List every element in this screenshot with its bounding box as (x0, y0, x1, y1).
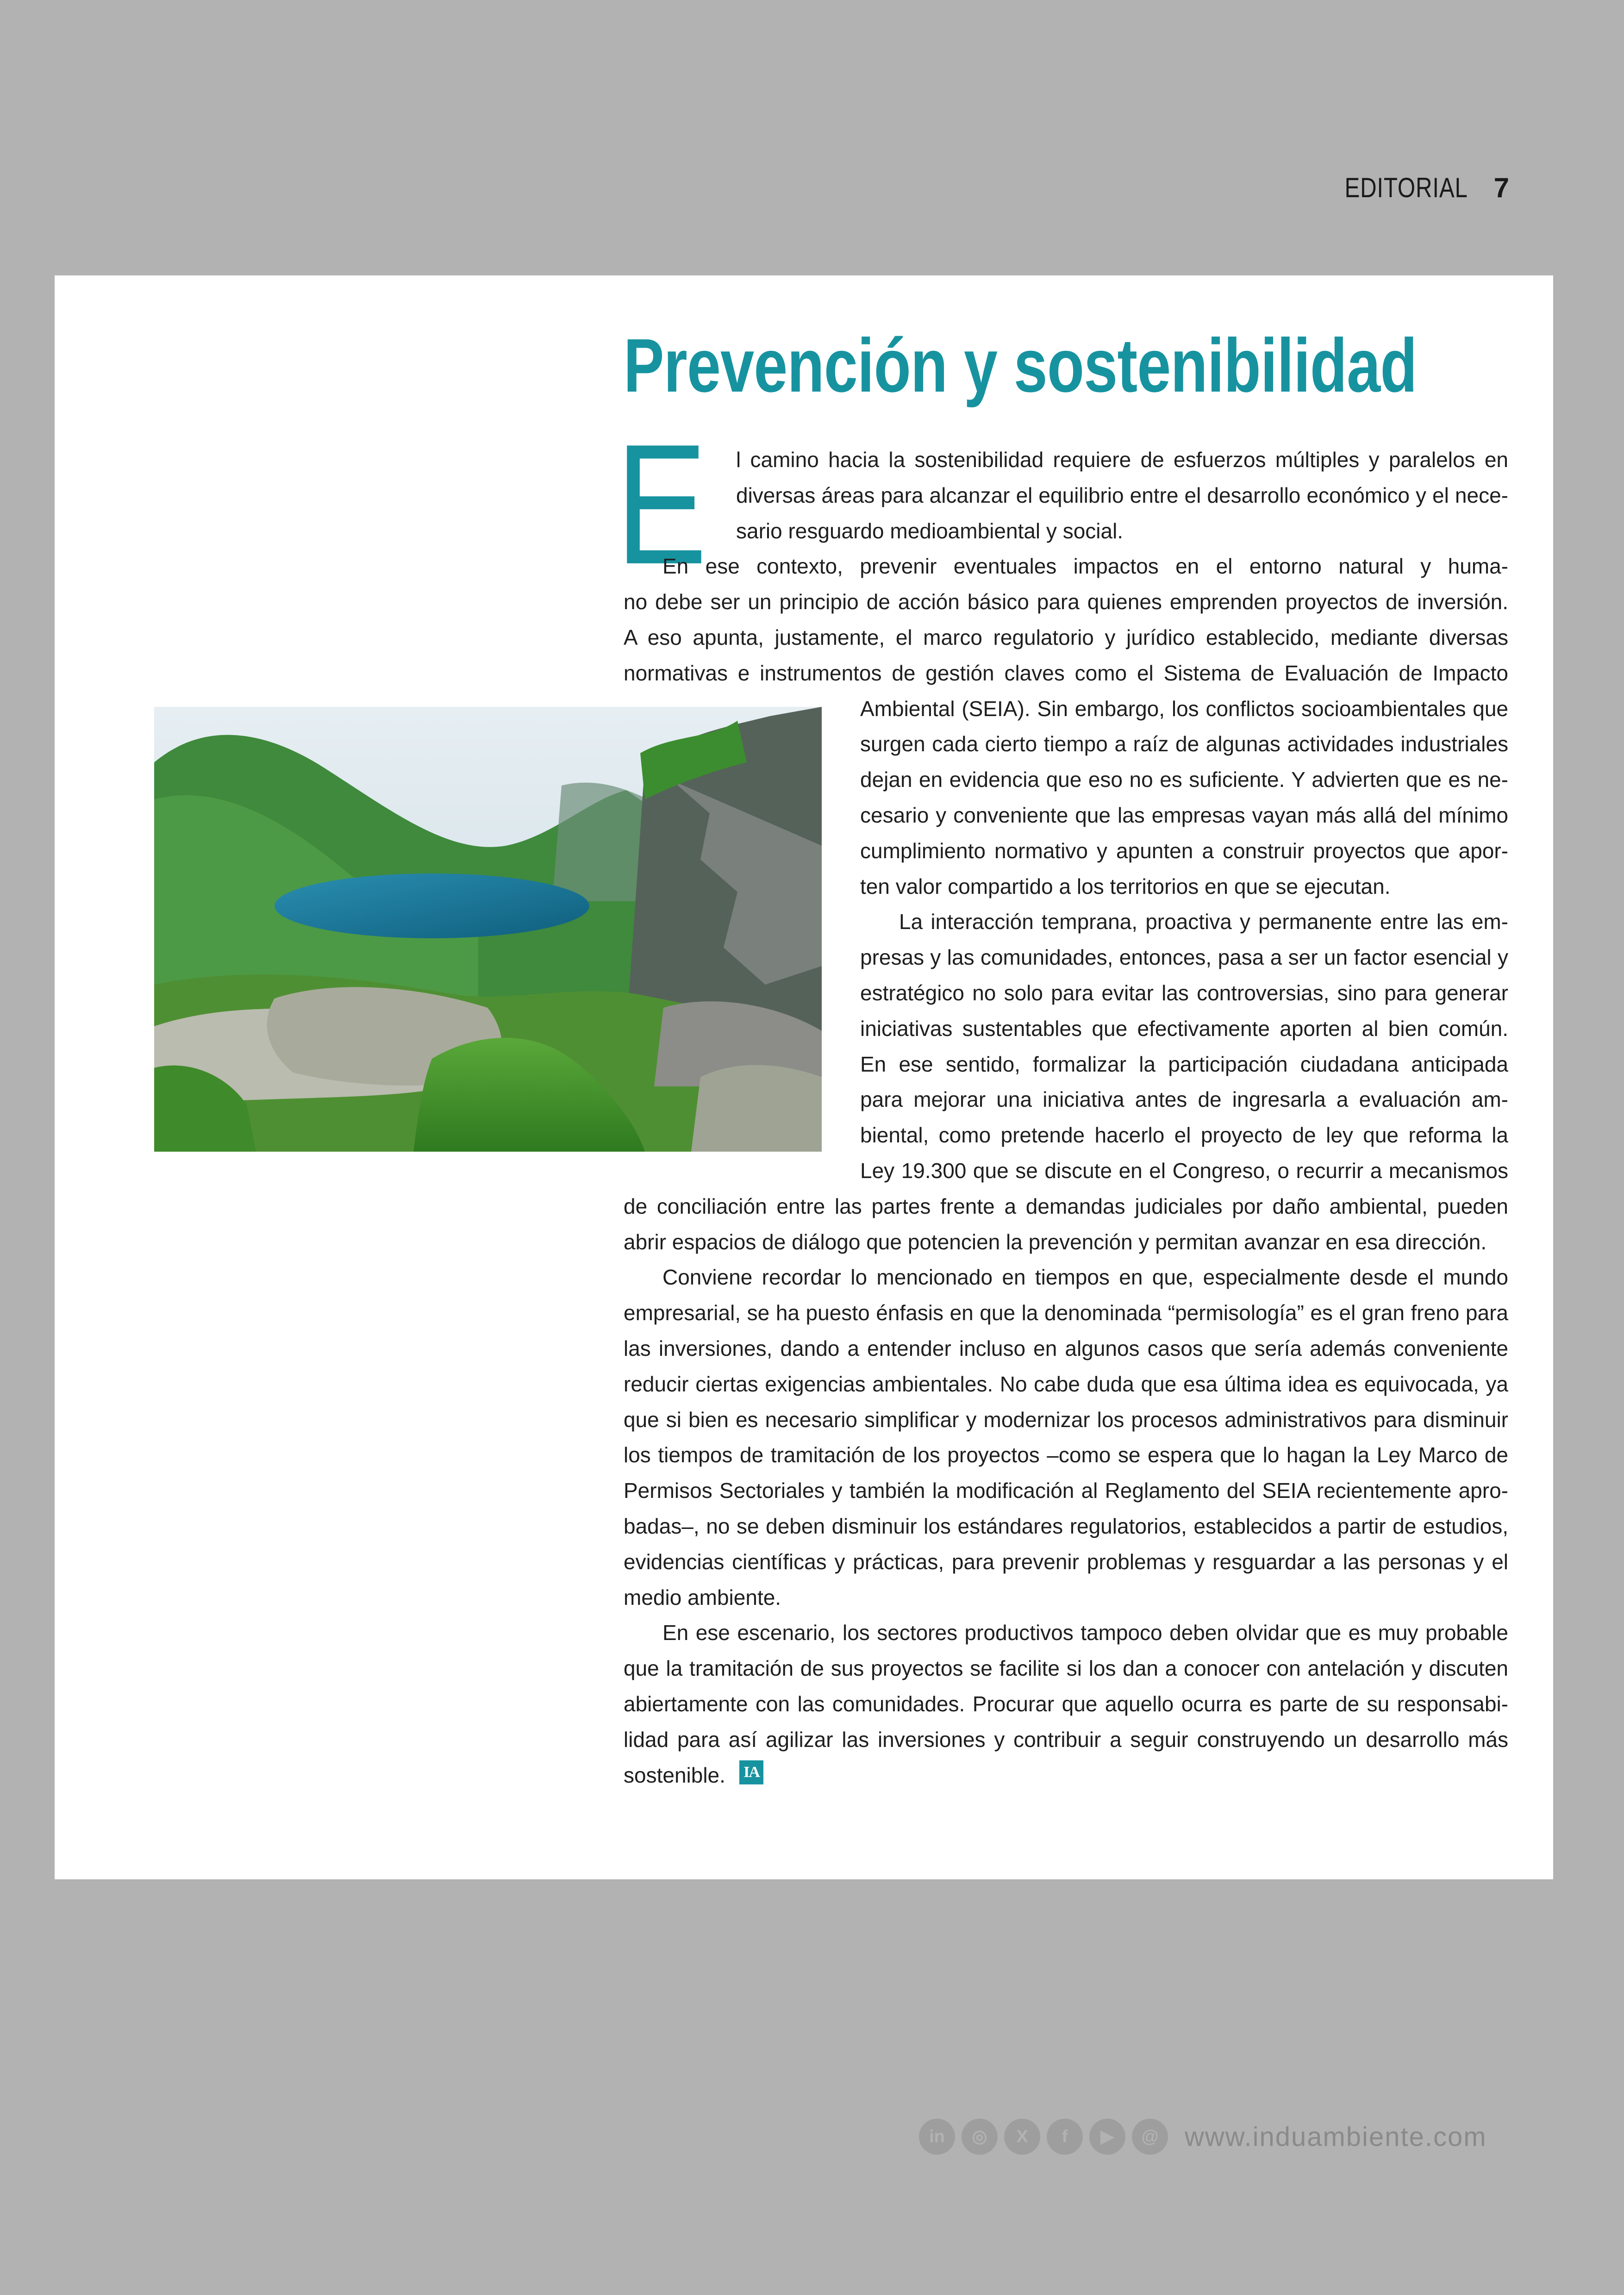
instagram-icon[interactable]: ◎ (962, 2119, 998, 2155)
body-line: para mejorar una iniciativa antes de ingresarla a evaluación am- (860, 1087, 1508, 1112)
body-line: cumplimiento normativo y apunten a construir proyectos que apor- (860, 838, 1508, 863)
body-line: cesario y conveniente que las empresas vayan más allá del mínimo (860, 803, 1508, 827)
body-line: que si bien es necesario simplificar y modernizar los procesos administrativos para disminuir (624, 1407, 1508, 1432)
x-icon[interactable]: X (1004, 2119, 1040, 2155)
body-line: sostenible. (624, 1763, 725, 1787)
facebook-icon[interactable]: f (1047, 2119, 1083, 2155)
body-line: l camino hacia la sostenibilidad requiere de esfuerzos múltiples y paralelos en (736, 448, 1508, 472)
body-line: presas y las comunidades, entonces, pasa a ser un factor esencial y (860, 945, 1508, 970)
body-line: Conviene recordar lo mencionado en tiempos en que, especialmente desde el mundo (662, 1265, 1508, 1290)
end-mark-logo: IA (739, 1760, 763, 1784)
threads-icon[interactable]: @ (1132, 2119, 1168, 2155)
page-header (1318, 171, 1509, 204)
body-line: En ese sentido, formalizar la participación ciudadana anticipada (860, 1052, 1508, 1076)
body-line: Ley 19.300 que se discute en el Congreso, o recurrir a mecanismos (860, 1159, 1508, 1183)
body-line: que la tramitación de sus proyectos se facilite si los dan a conocer con antelación y discuten (624, 1656, 1508, 1681)
body-line: de conciliación entre las partes frente a demandas judiciales por daño ambiental, pueden (624, 1194, 1508, 1218)
body-line: normativas e instrumentos de gestión claves como el Sistema de Evaluación de Impacto (624, 661, 1508, 685)
section-label: EDITORIAL (1344, 172, 1468, 203)
linkedin-icon[interactable]: in (919, 2119, 955, 2155)
page-number: 7 (1493, 172, 1509, 203)
page-footer (919, 2116, 1487, 2157)
body-line: reducir ciertas exigencias ambientales. No cabe duda que esa última idea es equivocada, ya (624, 1372, 1508, 1396)
body-line: biental, como pretende hacerlo el proyecto de ley que reforma la (860, 1123, 1508, 1148)
body-line: sario resguardo medioambiental y social. (736, 518, 1124, 543)
body-line: Ambiental (SEIA). Sin embargo, los conflictos socioambientales que (860, 696, 1508, 721)
body-line: iniciativas sustentables que efectivamente aporten al bien común. (860, 1016, 1508, 1041)
body-line: badas–, no se deben disminuir los estándares regulatorios, establecidos a partir de estudios, (624, 1514, 1508, 1538)
body-line: dejan en evidencia que eso no es suficiente. Y advierten que es ne- (860, 767, 1508, 792)
body-line: no debe ser un principio de acción básico para quienes emprenden proyectos de inversión. (624, 590, 1508, 614)
body-line: En ese contexto, prevenir eventuales impactos en el entorno natural y huma- (662, 554, 1508, 579)
body-line: diversas áreas para alcanzar el equilibrio entre el desarrollo económico y el nece- (736, 483, 1508, 507)
body-line: los tiempos de tramitación de los proyectos –como se espera que lo hagan la Ley Marco de (624, 1443, 1508, 1467)
body-line: ten valor compartido a los territorios en que se ejecutan. (860, 874, 1391, 898)
body-line: estratégico no solo para evitar las controversias, sino para generar (860, 981, 1508, 1005)
body-line: medio ambiente. (624, 1585, 781, 1609)
body-line: evidencias científicas y prácticas, para prevenir problemas y resguardar a las personas y el (624, 1549, 1508, 1574)
body-line: A eso apunta, justamente, el marco regulatorio y jurídico establecido, mediante diversas (624, 625, 1508, 649)
body-line: empresarial, se ha puesto énfasis en que la denominada “permisología” es el gran freno para (624, 1301, 1508, 1325)
body-line: lidad para así agilizar las inversiones y contribuir a seguir construyendo un desarrollo más (624, 1727, 1508, 1752)
body-line: abrir espacios de diálogo que potencien la prevención y permitan avanzar en esa dirección. (624, 1229, 1487, 1254)
body-line: En ese escenario, los sectores productivos tampoco deben olvidar que es muy probable (662, 1621, 1508, 1645)
body-line: abiertamente con las comunidades. Procurar que aquello ocurra es parte de su responsabi- (624, 1692, 1508, 1716)
youtube-icon[interactable]: ▶ (1089, 2119, 1125, 2155)
landscape-photo (154, 707, 822, 1152)
article-title: Prevención y sostenibilidad (624, 323, 1417, 408)
body-line: surgen cada cierto tiempo a raíz de algunas actividades industriales (860, 732, 1508, 756)
website-link[interactable]: www.induambiente.com (1185, 2121, 1487, 2152)
body-line: las inversiones, dando a entender incluso en algunos casos que sería además conveniente (624, 1336, 1508, 1360)
body-line: Permisos Sectoriales y también la modificación al Reglamento del SEIA recientemente apro- (624, 1478, 1508, 1503)
drop-cap: E (616, 409, 707, 600)
body-line: La interacción temprana, proactiva y permanente entre las em- (899, 910, 1508, 934)
